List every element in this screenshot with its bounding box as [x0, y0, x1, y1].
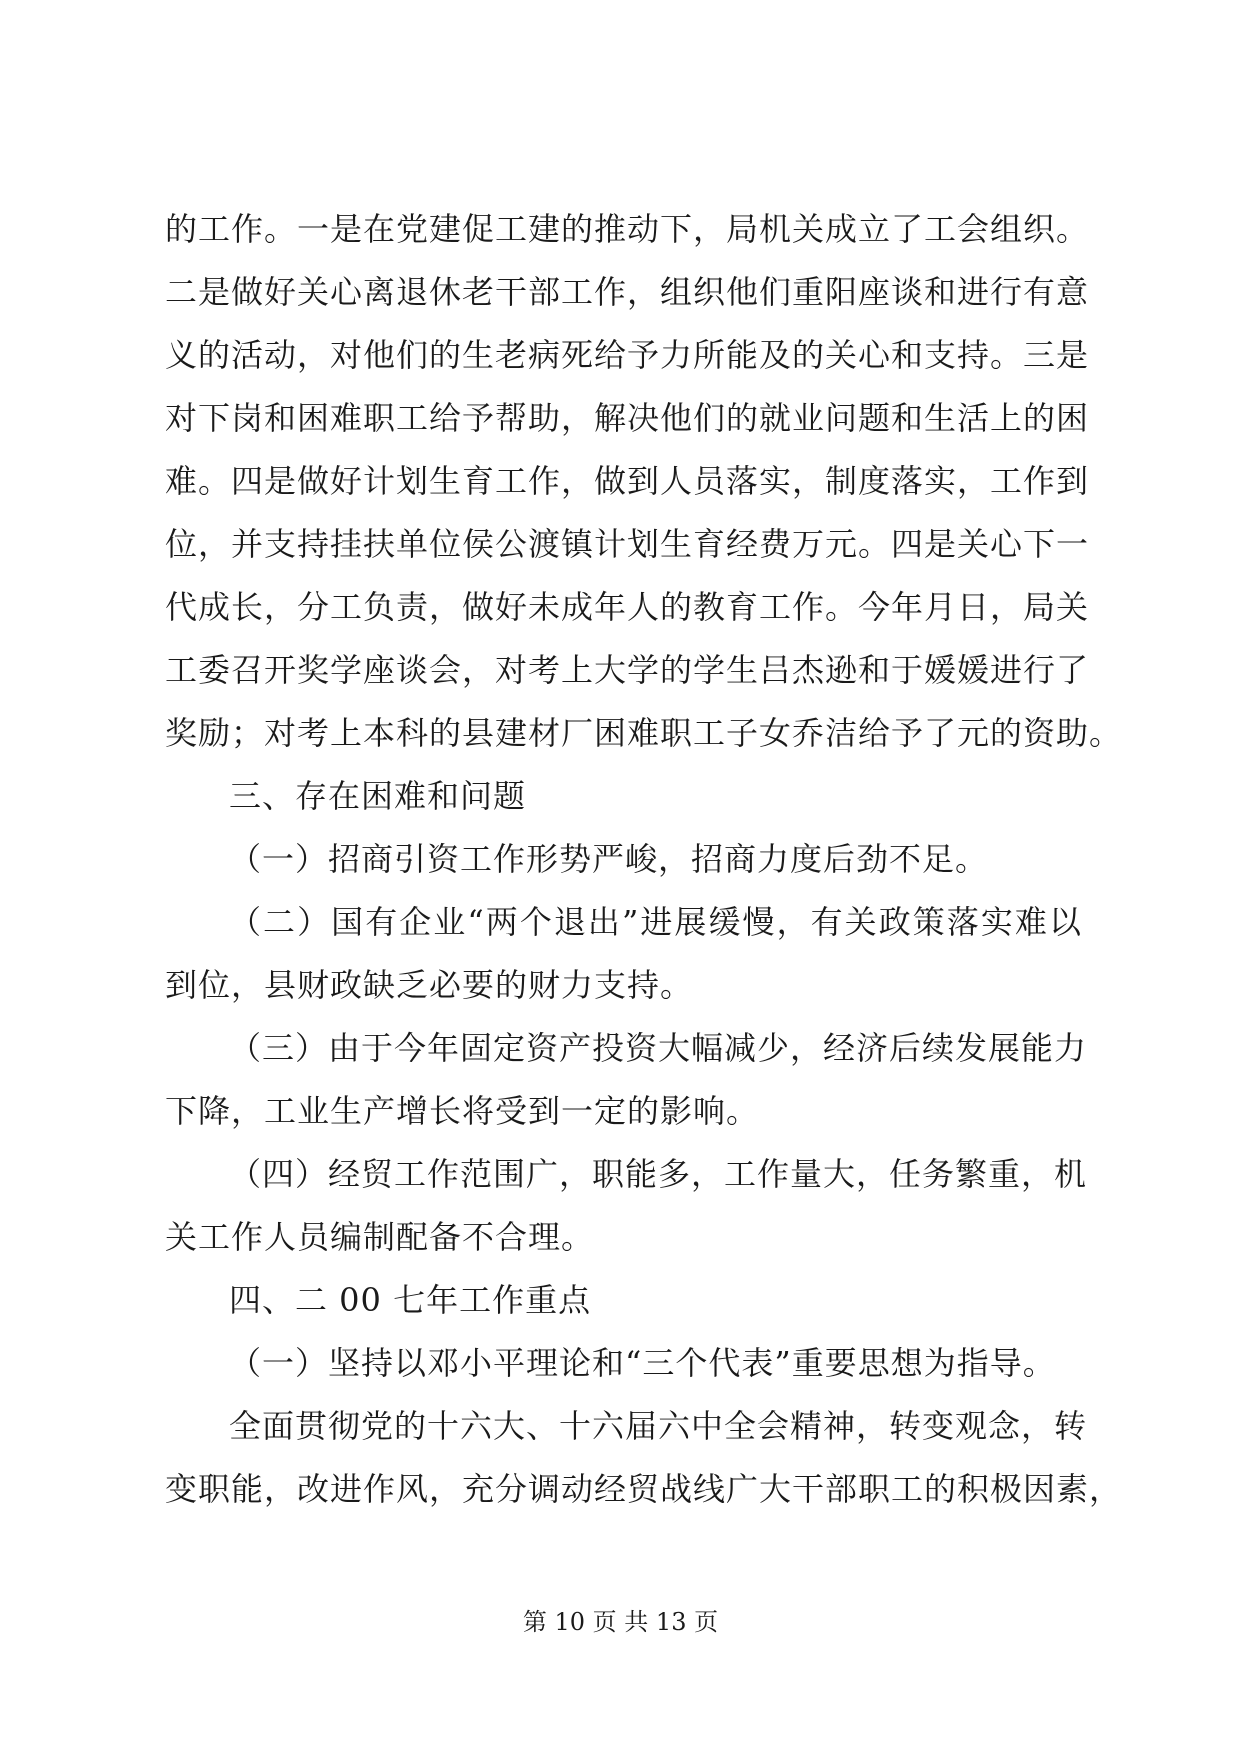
body-line: 关工作人员编制配备不合理。	[165, 1218, 595, 1256]
section-heading: 四、二 00 七年工作重点	[229, 1281, 592, 1319]
body-line: 变职能，改进作风，充分调动经贸战线广大干部职工的积极因素，	[165, 1470, 1123, 1508]
body-line: （一）招商引资工作形势严峻，招商力度后劲不足。	[229, 840, 989, 878]
body-line: 下降，工业生产增长将受到一定的影响。	[165, 1092, 760, 1130]
document-body	[165, 198, 1123, 1521]
body-line: 的工作。一是在党建促工建的推动下，局机关成立了工会组织。	[165, 210, 1090, 248]
body-line: 义的活动，对他们的生老病死给予力所能及的关心和支持。三是	[165, 336, 1090, 374]
body-line: 对下岗和困难职工给予帮助，解决他们的就业问题和生活上的困	[165, 399, 1090, 437]
body-line: 代成长，分工负责，做好未成年人的教育工作。今年月日，局关	[165, 588, 1090, 626]
body-line: 位，并支持挂扶单位侯公渡镇计划生育经费万元。四是关心下一	[165, 525, 1090, 563]
body-line: 二是做好关心离退休老干部工作，组织他们重阳座谈和进行有意	[165, 273, 1090, 311]
body-line: 工委召开奖学座谈会，对考上大学的学生吕杰逊和于媛媛进行了	[165, 651, 1090, 689]
page-number-footer: 第 10 页 共 13 页	[522, 1608, 719, 1636]
body-line: 难。四是做好计划生育工作，做到人员落实，制度落实，工作到	[165, 462, 1090, 500]
body-line: （一）坚持以邓小平理论和“三个代表”重要思想为指导。	[229, 1344, 1056, 1382]
body-line: （二）国有企业“两个退出”进展缓慢，有关政策落实难以	[229, 903, 1082, 941]
section-heading: 三、存在困难和问题	[229, 777, 527, 815]
body-line: （三）由于今年固定资产投资大幅减少，经济后续发展能力	[229, 1029, 1088, 1067]
body-line: 到位，县财政缺乏必要的财力支持。	[165, 966, 694, 1004]
body-line: 奖励；对考上本科的县建材厂困难职工子女乔洁给予了元的资助。	[165, 714, 1123, 752]
body-line: 全面贯彻党的十六大、十六届六中全会精神，转变观念，转	[229, 1407, 1088, 1445]
body-line: （四）经贸工作范围广，职能多，工作量大，任务繁重，机	[229, 1155, 1088, 1193]
